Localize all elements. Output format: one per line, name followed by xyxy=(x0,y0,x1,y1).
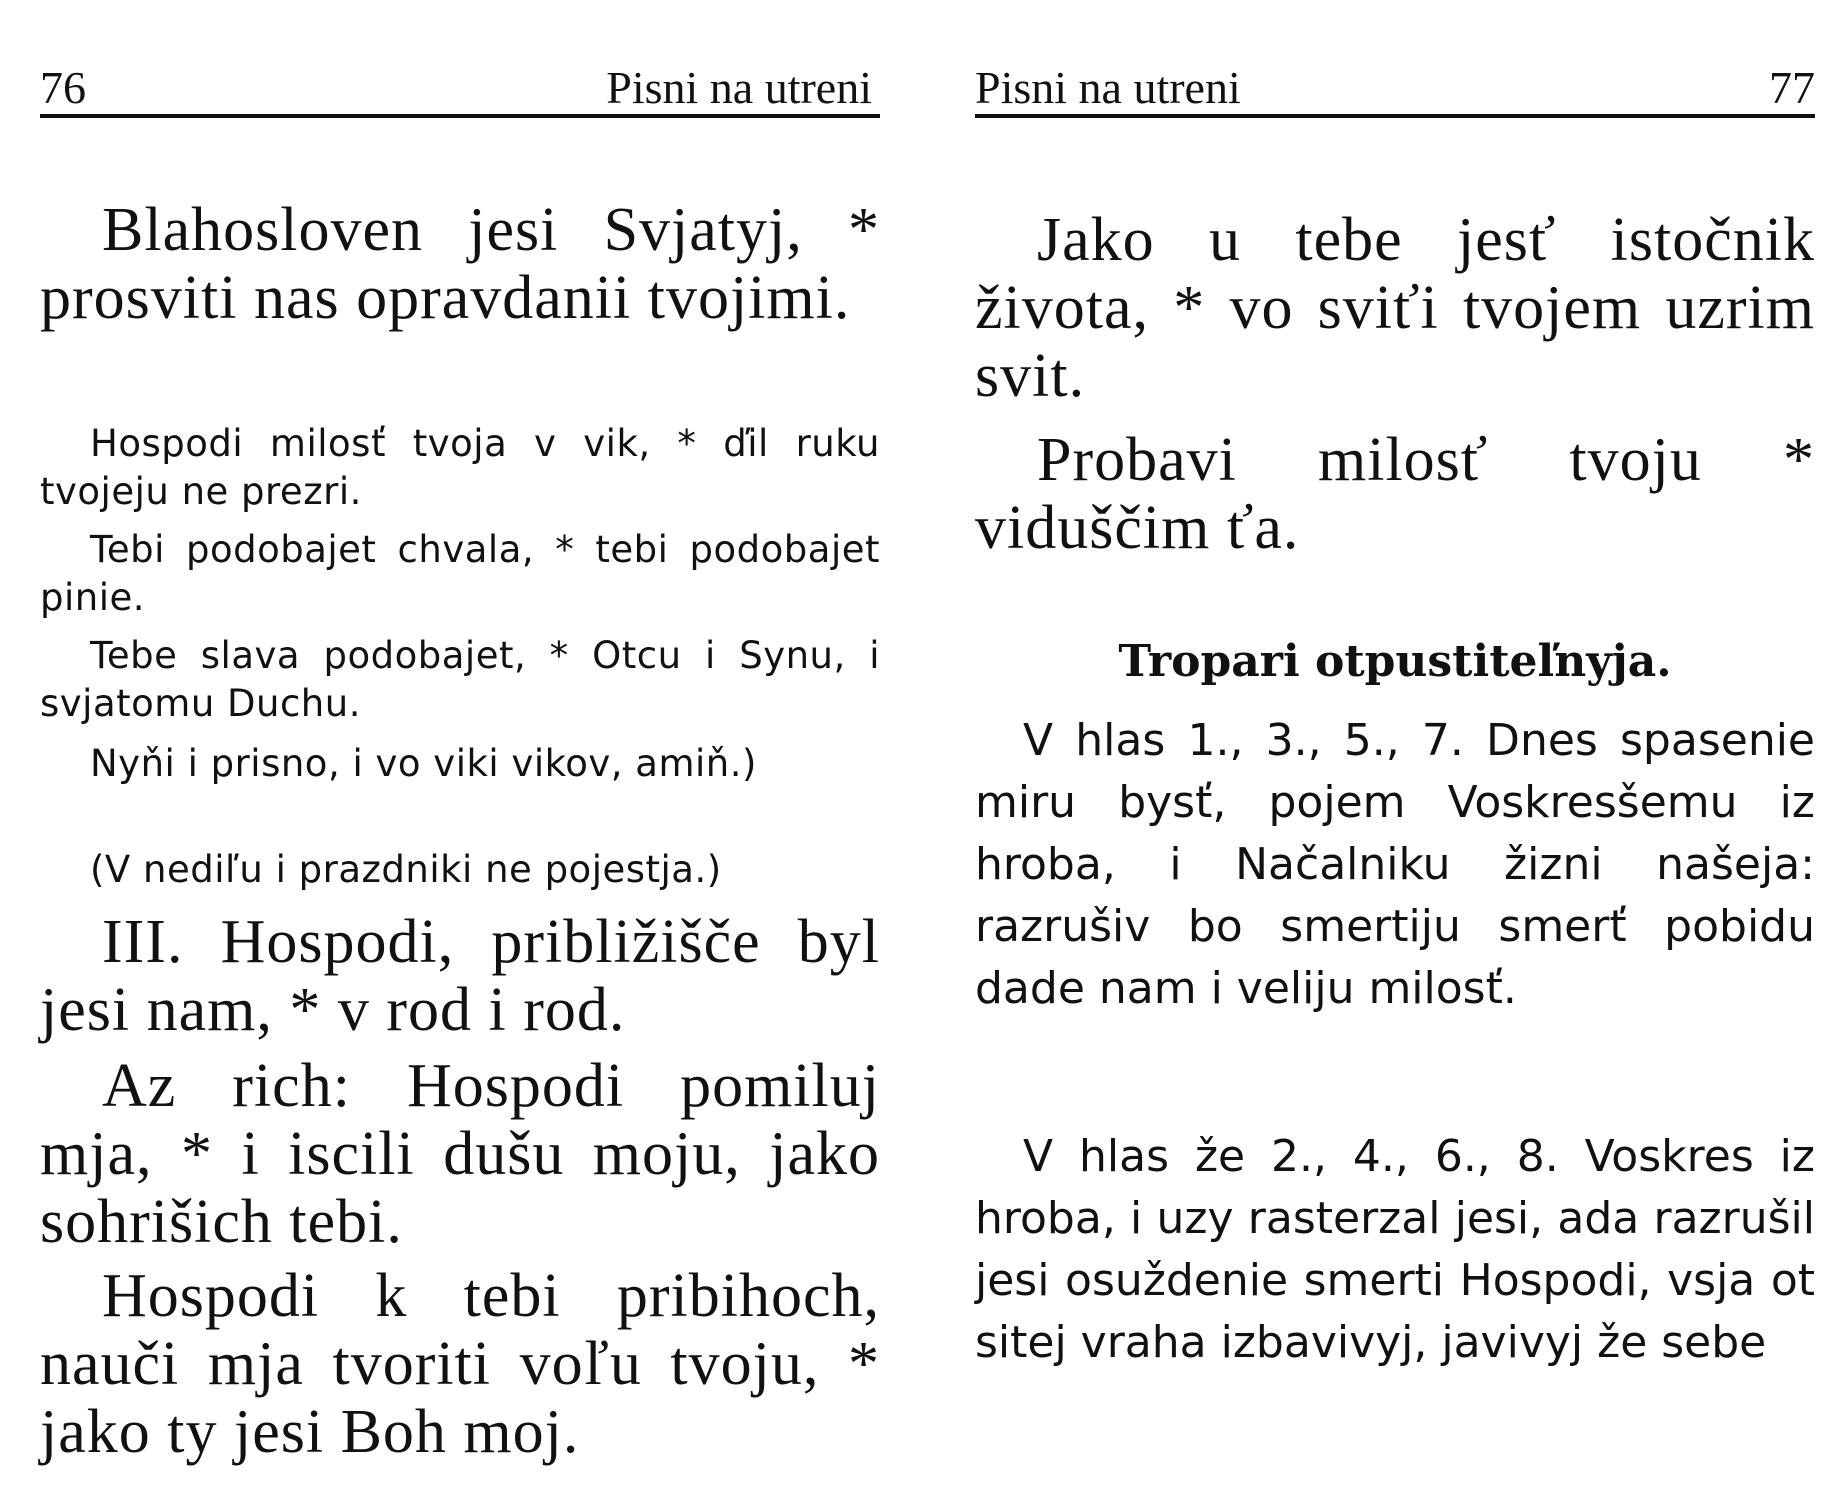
left-page-header xyxy=(40,62,880,118)
rubric-note: (V nediľu i prazdniki ne pojestja.) xyxy=(90,848,722,891)
verse-paragraph: Blahosloven jesi Svjatyj, * prosviti nas opravdanii tvojimi. xyxy=(40,196,880,332)
verse-paragraph: III. Hospodi, približišče byl jesi nam, * v rod i rod. xyxy=(40,908,880,1044)
section-heading: Tropari otpustiteľnyja. xyxy=(1118,636,1672,687)
verse-paragraph: Hospodi k tebi pribihoch, nauči mja tvoriti voľu tvoju, * jako ty jesi Boh moj. xyxy=(40,1262,880,1466)
verse-paragraph: Jako u tebe jesť istočnik života, * vo sviťi tvojem uzrim svit. xyxy=(975,206,1815,410)
verse-paragraph: Az rich: Hospodi pomiluj mja, * i iscili dušu moju, jako sohrišich tebi. xyxy=(40,1052,880,1256)
verse-paragraph: Tebi podobajet chvala, * tebi podobajet pinie. xyxy=(40,528,880,619)
page-number: 76 xyxy=(40,62,86,113)
verse-paragraph: Hospodi milosť tvoja v vik, * ďil ruku tvojeju ne prezri. xyxy=(40,422,880,513)
left-page xyxy=(40,0,880,1500)
page-number: 77 xyxy=(1769,62,1815,113)
right-page xyxy=(975,0,1815,1500)
running-title: Pisni na utreni xyxy=(975,62,1241,113)
tropar-paragraph: V hlas že 2., 4., 6., 8. Voskres iz hroba, i uzy rasterzal jesi, ada razrušil jesi osuždenie smerti Hospodi, vsja ot sitej vraha izbavivyj, javivyj že sebe xyxy=(975,1131,1815,1368)
verse-paragraph: Probavi milosť tvoju * viduščim ťa. xyxy=(975,426,1815,562)
verse-paragraph: Tebe slava podobajet, * Otcu i Synu, i svjatomu Duchu. xyxy=(40,634,880,725)
right-page-header xyxy=(975,62,1815,118)
tropar-paragraph: V hlas 1., 3., 5., 7. Dnes spasenie miru bysť, pojem Voskresšemu iz hroba, i Načalniku žizni našeja: razrušiv bo smertiju smerť pobidu dade nam i veliju milosť. xyxy=(975,715,1815,1014)
verse-paragraph: Nyňi i prisno, i vo viki vikov, amiň.) xyxy=(90,742,757,785)
running-title: Pisni na utreni xyxy=(606,62,872,113)
